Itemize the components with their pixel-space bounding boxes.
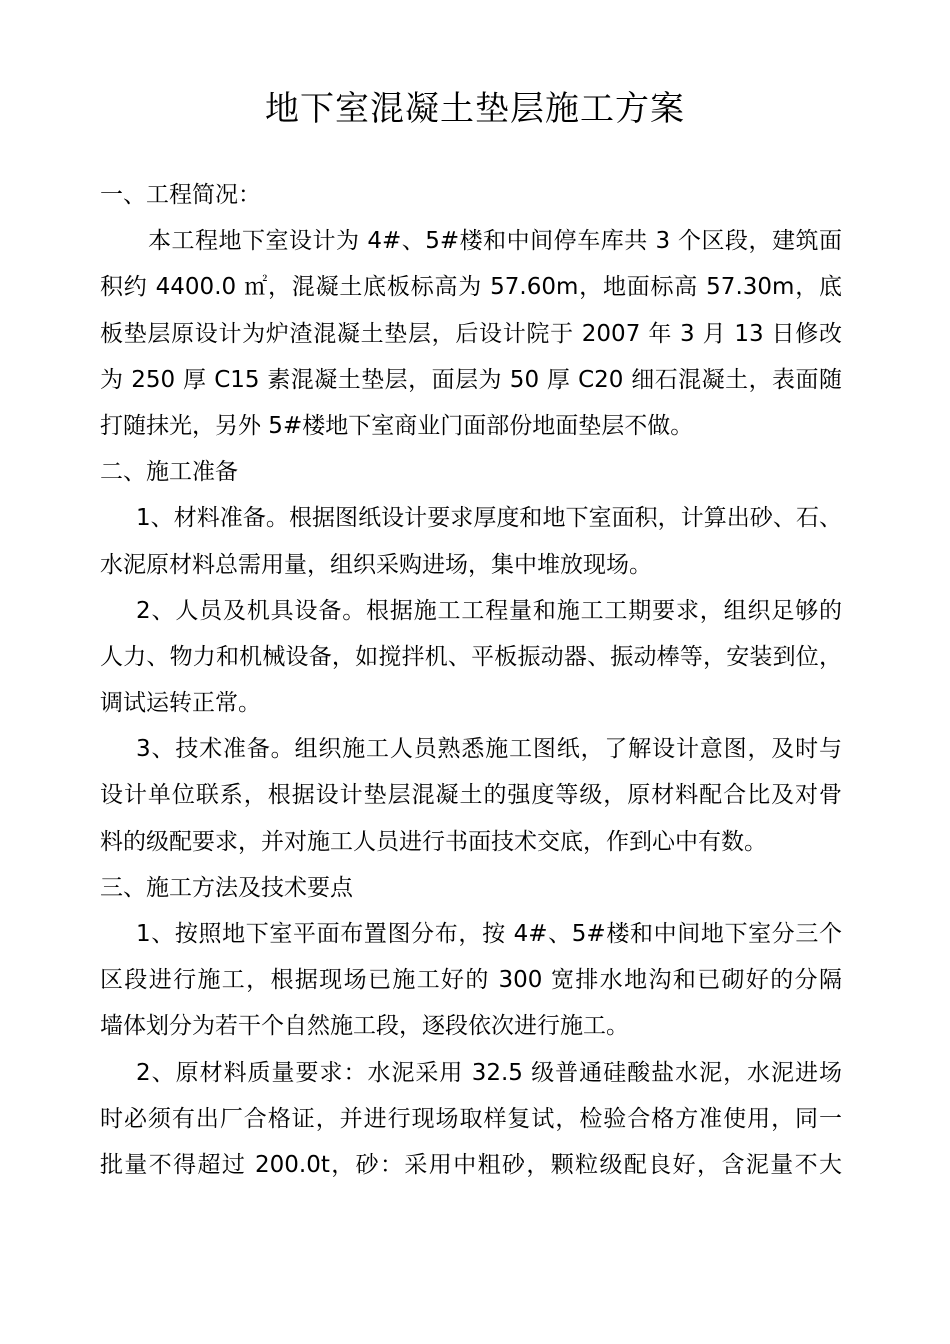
document-title: 地下室混凝土垫层施工方案 [265,89,685,129]
section-heading-overview: 一、工程简况： [100,182,261,208]
paragraph-line: 本工程地下室设计为 4#、5#楼和中间停车库共 3 个区段，建筑面 [148,228,842,255]
paragraph-line: 2、原材料质量要求：水泥采用 32.5 级普通硅酸盐水泥，水泥进场 [136,1059,842,1086]
section-heading-preparation: 二、施工准备 [100,459,238,486]
paragraph-line: 3、技术准备。组织施工人员熟悉施工图纸，了解设计意图，及时与 [136,736,842,763]
paragraph-line: 调试运转正常。 [100,690,261,717]
paragraph-line: 1、材料准备。根据图纸设计要求厚度和地下室面积，计算出砂、石、 [136,505,842,532]
document-body [100,172,842,1188]
paragraph-line: 板垫层原设计为炉渣混凝土垫层，后设计院于 2007 年 3 月 13 日修改 [100,320,842,347]
paragraph-line: 为 250 厚 C15 素混凝土垫层，面层为 50 厚 C20 细石混凝土，表面随 [100,366,842,393]
paragraph-line: 料的级配要求，并对施工人员进行书面技术交底，作到心中有数。 [100,828,767,855]
paragraph-line: 设计单位联系，根据设计垫层混凝土的强度等级，原材料配合比及对骨 [100,782,842,809]
paragraph-line: 打随抹光，另外 5#楼地下室商业门面部份地面垫层不做。 [100,412,694,439]
paragraph-line: 区段进行施工，根据现场已施工好的 300 宽排水地沟和已砌好的分隔 [100,967,842,994]
paragraph-line: 水泥原材料总需用量，组织采购进场，集中堆放现场。 [100,551,652,578]
paragraph-line: 时必须有出厂合格证，并进行现场取样复试，检验合格方准使用，同一 [100,1105,842,1132]
section-heading-methods: 三、施工方法及技术要点 [100,874,353,901]
paragraph-line: 积约 4400.0 ㎡，混凝土底板标高为 57.60m，地面标高 57.30m，底 [100,274,842,301]
paragraph-line: 人力、物力和机械设备，如搅拌机、平板振动器、振动棒等，安装到位， [100,643,842,670]
paragraph-line: 墙体划分为若干个自然施工段，逐段依次进行施工。 [100,1013,629,1040]
paragraph-line: 批量不得超过 200.0t，砂：采用中粗砂，颗粒级配良好，含泥量不大 [100,1151,842,1178]
paragraph-line: 1、按照地下室平面布置图分布，按 4#、5#楼和中间地下室分三个 [136,921,842,947]
paragraph-line: 2、人员及机具设备。根据施工工程量和施工工期要求，组织足够的 [136,597,842,624]
